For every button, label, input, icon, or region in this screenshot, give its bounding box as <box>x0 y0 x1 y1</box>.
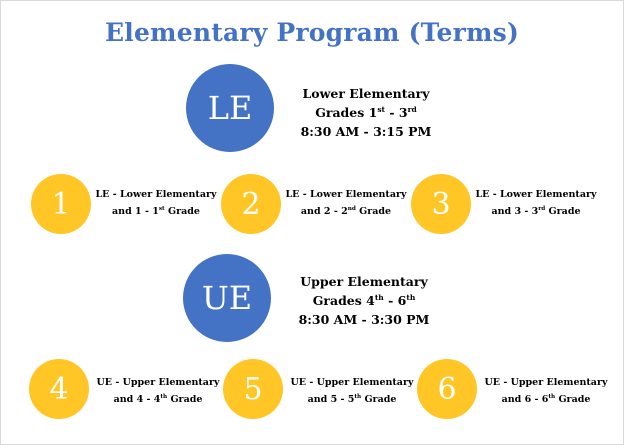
term-4-number: 4 <box>49 371 69 407</box>
ue-circle <box>183 254 271 342</box>
le-time: 8:30 AM - 3:15 PM <box>300 124 432 139</box>
term-2-number: 2 <box>241 186 261 222</box>
term-1-label: LE - Lower Elementary and 1 - 1st Grade <box>95 189 217 217</box>
le-description <box>276 84 456 141</box>
page-title: Elementary Program (Terms) <box>105 18 519 47</box>
ue-name: Upper Elementary <box>300 274 428 289</box>
ue-circle-label: UE <box>201 279 253 317</box>
le-name: Lower Elementary <box>302 86 430 101</box>
term-4-circle <box>29 359 89 419</box>
le-circle-label: LE <box>207 89 253 127</box>
term-1-number: 1 <box>51 186 71 222</box>
ue-grades: Grades 4th - 6th <box>312 292 416 308</box>
term-6-number: 6 <box>437 371 457 407</box>
term-2-label: LE - Lower Elementary and 2 - 2nd Grade <box>285 189 407 217</box>
le-circle <box>186 64 274 152</box>
term-5-number: 5 <box>243 371 263 407</box>
term-6-circle <box>417 359 477 419</box>
term-1-circle <box>31 174 91 234</box>
term-2-circle <box>221 174 281 234</box>
le-grades: Grades 1st - 3rd <box>315 104 417 120</box>
term-3-number: 3 <box>431 186 451 222</box>
term-4-label: UE - Upper Elementary and 4 - 4th Grade <box>96 377 220 405</box>
ue-description <box>274 272 454 329</box>
term-5-label: UE - Upper Elementary and 5 - 5th Grade <box>290 377 414 405</box>
ue-time: 8:30 AM - 3:30 PM <box>298 312 430 327</box>
term-3-label: LE - Lower Elementary and 3 - 3rd Grade <box>475 189 597 217</box>
term-3-circle <box>411 174 471 234</box>
term-6-label: UE - Upper Elementary and 6 - 6th Grade <box>484 377 608 405</box>
term-5-circle <box>223 359 283 419</box>
